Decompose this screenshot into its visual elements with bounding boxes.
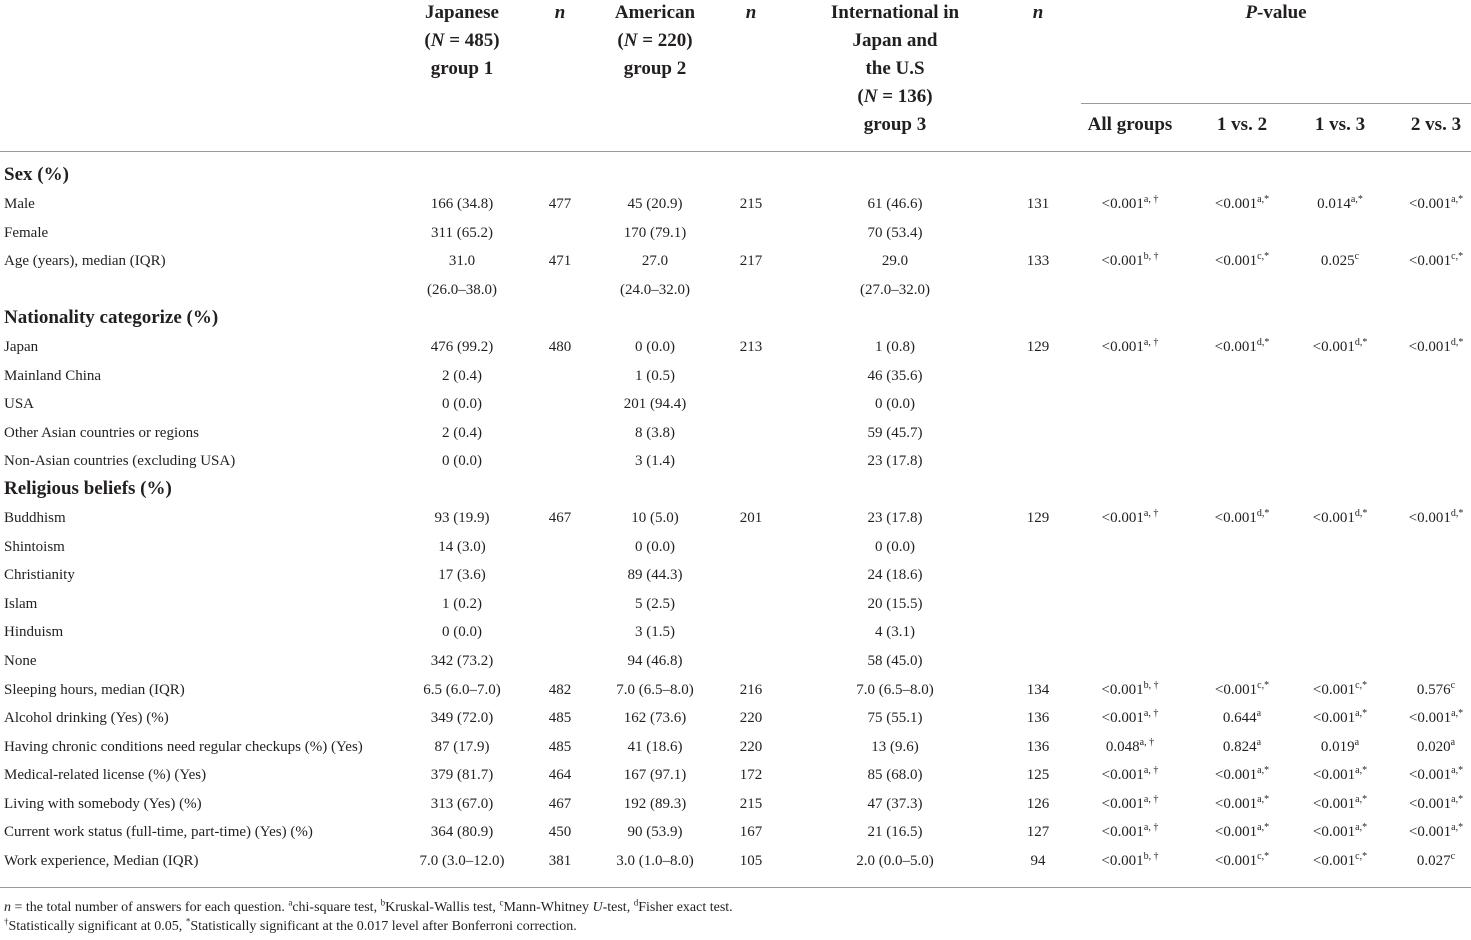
cell-n1: 482 xyxy=(548,682,572,698)
p-2-vs-3 xyxy=(1386,737,1471,757)
cell-g3: 20 (15.5) xyxy=(867,596,923,612)
cell-n3: 125 xyxy=(1026,767,1050,783)
p-superscript: d,* xyxy=(1450,337,1464,348)
cell-g2: 162 (73.6) xyxy=(623,710,687,726)
header-international-line3: the U.S xyxy=(865,58,925,79)
cell-g2: 3 (1.5) xyxy=(635,624,675,640)
cell-g3: 59 (45.7) xyxy=(867,425,923,441)
cell-n2: 215 xyxy=(739,796,763,812)
p-superscript: a,* xyxy=(1257,794,1270,805)
header-international-group: group 3 xyxy=(863,114,927,135)
cell-g2: 5 (2.5) xyxy=(635,596,675,612)
header-n1: n xyxy=(554,2,566,23)
p-all-groups xyxy=(1070,851,1190,871)
p-2-vs-3 xyxy=(1386,851,1471,871)
pvalue-divider xyxy=(1081,103,1471,104)
p-superscript: c,* xyxy=(1355,680,1368,691)
p-superscript: a,* xyxy=(1451,822,1464,833)
row-label: Japan xyxy=(4,339,39,355)
cell-n3: 126 xyxy=(1026,796,1050,812)
cell-g1: 7.0 (3.0–12.0) xyxy=(419,853,505,869)
header-international-line1: International in xyxy=(830,2,960,23)
row-label: Buddhism xyxy=(4,510,66,526)
cell-g1: 6.5 (6.0–7.0) xyxy=(423,682,501,698)
p-value: 0.576 xyxy=(1416,682,1451,698)
row-label: Medical-related license (%) (Yes) xyxy=(4,767,207,783)
cell-g1: 379 (81.7) xyxy=(430,767,494,783)
p-value: <0.001 xyxy=(1101,796,1144,812)
cell-g2: 89 (44.3) xyxy=(627,567,683,583)
footnote-segment: Statistically significant at the 0.017 level after Bonferroni correction. xyxy=(190,919,577,934)
cell-n2: 217 xyxy=(739,253,763,269)
p-value: <0.001 xyxy=(1312,796,1356,812)
cell-n2: 105 xyxy=(739,853,763,869)
cell-g2: 27.0 xyxy=(641,253,669,269)
p-1-vs-2 xyxy=(1192,851,1292,871)
footnote-segment: b xyxy=(380,897,386,908)
p-all-groups xyxy=(1070,822,1190,842)
p-superscript: a, † xyxy=(1139,737,1155,748)
cell-g1: 87 (17.9) xyxy=(434,739,490,755)
p-value: <0.001 xyxy=(1408,710,1452,726)
row-label: None xyxy=(4,653,37,669)
p-2-vs-3 xyxy=(1386,337,1471,357)
p-superscript: a, † xyxy=(1143,194,1159,205)
cell-g3: 1 (0.8) xyxy=(875,339,915,355)
cell-g3: 70 (53.4) xyxy=(867,225,923,241)
cell-n1: 485 xyxy=(548,739,572,755)
cell-g1: 342 (73.2) xyxy=(430,653,494,669)
cell-g1: 14 (3.0) xyxy=(438,539,486,555)
p-superscript: c,* xyxy=(1257,680,1270,691)
row-label: Living with somebody (Yes) (%) xyxy=(4,796,202,812)
header-american-n: (N = 220) xyxy=(617,30,693,51)
p-2-vs-3 xyxy=(1386,765,1471,785)
p-superscript: b, † xyxy=(1143,251,1159,262)
p-superscript: d,* xyxy=(1256,508,1270,519)
header-2-vs-3: 2 vs. 3 xyxy=(1410,114,1462,135)
p-value: <0.001 xyxy=(1312,710,1356,726)
row-label: Work experience, Median (IQR) xyxy=(4,853,199,869)
cell-n3: 136 xyxy=(1026,710,1050,726)
row-label: Current work status (full-time, part-time) (Yes) (%) xyxy=(4,824,313,840)
cell-n2: 215 xyxy=(739,196,763,212)
p-superscript: c xyxy=(1450,851,1456,862)
p-value: <0.001 xyxy=(1408,253,1452,269)
cell-n3: 134 xyxy=(1026,682,1050,698)
p-superscript: a,* xyxy=(1257,822,1270,833)
cell-g3: 21 (16.5) xyxy=(867,824,923,840)
cell-g3: 0 (0.0) xyxy=(875,539,915,555)
p-superscript: a, † xyxy=(1143,337,1159,348)
p-superscript: d,* xyxy=(1354,508,1368,519)
p-all-groups xyxy=(1070,794,1190,814)
cell-g2: 8 (3.8) xyxy=(635,425,675,441)
row-label: Alcohol drinking (Yes) (%) xyxy=(4,710,169,726)
p-value: <0.001 xyxy=(1408,196,1452,212)
cell-n1: 471 xyxy=(548,253,572,269)
p-value: <0.001 xyxy=(1101,196,1144,212)
p-value: <0.001 xyxy=(1101,253,1144,269)
cell-g3: 23 (17.8) xyxy=(867,453,923,469)
p-2-vs-3 xyxy=(1386,708,1471,728)
p-superscript: a,* xyxy=(1451,794,1464,805)
p-value: <0.001 xyxy=(1214,339,1257,355)
footer-rule xyxy=(0,887,1471,888)
footnote-segment: † xyxy=(4,916,9,927)
cell-g1: 311 (65.2) xyxy=(431,225,493,241)
footnote-segment: c xyxy=(499,897,504,908)
p-value: <0.001 xyxy=(1408,767,1452,783)
p-value: <0.001 xyxy=(1101,824,1144,840)
p-all-groups xyxy=(1070,737,1190,757)
p-value: <0.001 xyxy=(1312,682,1356,698)
header-pvalue: P-value xyxy=(1245,2,1307,23)
cell-n3: 129 xyxy=(1026,339,1050,355)
p-1-vs-2 xyxy=(1192,737,1292,757)
p-1-vs-3 xyxy=(1290,822,1390,842)
cell-n2: 213 xyxy=(739,339,763,355)
p-all-groups xyxy=(1070,508,1190,528)
cell-g2: 192 (89.3) xyxy=(623,796,687,812)
p-superscript: a xyxy=(1354,737,1360,748)
footnote-segment: d xyxy=(633,897,639,908)
p-superscript: a xyxy=(1450,737,1456,748)
p-value: 0.644 xyxy=(1222,710,1257,726)
cell-g3: 13 (9.6) xyxy=(871,739,919,755)
p-superscript: a,* xyxy=(1355,708,1368,719)
cell-g1: 476 (99.2) xyxy=(430,339,494,355)
p-1-vs-2 xyxy=(1192,337,1292,357)
header-japanese-name: Japanese xyxy=(425,2,499,23)
row-label: Christianity xyxy=(4,567,75,583)
p-value: <0.001 xyxy=(1312,853,1356,869)
p-value: <0.001 xyxy=(1312,510,1355,526)
cell-g2: 0 (0.0) xyxy=(635,339,675,355)
cell-g3: 24 (18.6) xyxy=(867,567,923,583)
cell-g3: 7.0 (6.5–8.0) xyxy=(856,682,934,698)
header-n2: n xyxy=(745,2,757,23)
p-superscript: c,* xyxy=(1355,851,1368,862)
p-value: 0.027 xyxy=(1416,853,1451,869)
cell-g3: (27.0–32.0) xyxy=(860,282,930,298)
p-1-vs-3 xyxy=(1290,337,1390,357)
p-superscript: a, † xyxy=(1143,508,1159,519)
p-value: 0.019 xyxy=(1320,739,1355,755)
p-superscript: a,* xyxy=(1451,194,1464,205)
p-value: <0.001 xyxy=(1214,853,1258,869)
cell-g1: 166 (34.8) xyxy=(430,196,494,212)
header-1-vs-2: 1 vs. 2 xyxy=(1216,114,1268,135)
section-religion: Religious beliefs (%) xyxy=(4,478,172,499)
cell-n2: 201 xyxy=(739,510,763,526)
cell-g1: 17 (3.6) xyxy=(438,567,486,583)
cell-g2: 41 (18.6) xyxy=(627,739,683,755)
footnote-segment: * xyxy=(185,916,191,927)
cell-n1: 477 xyxy=(548,196,572,212)
cell-g3: 23 (17.8) xyxy=(867,510,923,526)
row-label: Mainland China xyxy=(4,368,102,384)
cell-n3: 94 xyxy=(1030,853,1046,869)
row-label: Non-Asian countries (excluding USA) xyxy=(4,453,236,469)
cell-n1: 381 xyxy=(548,853,572,869)
p-1-vs-2 xyxy=(1192,822,1292,842)
cell-n3: 129 xyxy=(1026,510,1050,526)
cell-n1: 467 xyxy=(548,510,572,526)
p-value: <0.001 xyxy=(1312,339,1355,355)
cell-n3: 133 xyxy=(1026,253,1050,269)
cell-g1: 31.0 xyxy=(448,253,476,269)
p-superscript: c,* xyxy=(1257,851,1270,862)
cell-g3: 58 (45.0) xyxy=(867,653,923,669)
header-rule xyxy=(0,151,1471,152)
p-all-groups xyxy=(1070,765,1190,785)
header-japanese-n: (N = 485) xyxy=(424,30,500,51)
p-value: <0.001 xyxy=(1214,824,1258,840)
p-2-vs-3 xyxy=(1386,680,1471,700)
p-superscript: d,* xyxy=(1450,508,1464,519)
p-superscript: a,* xyxy=(1350,194,1363,205)
cell-n3: 136 xyxy=(1026,739,1050,755)
p-1-vs-2 xyxy=(1192,794,1292,814)
p-1-vs-2 xyxy=(1192,708,1292,728)
p-all-groups xyxy=(1070,194,1190,214)
cell-n1: 480 xyxy=(548,339,572,355)
cell-g1: 93 (19.9) xyxy=(434,510,490,526)
cell-g1: (26.0–38.0) xyxy=(427,282,497,298)
row-label: Age (years), median (IQR) xyxy=(4,253,166,269)
header-n3: n xyxy=(1032,2,1044,23)
cell-g2: 10 (5.0) xyxy=(631,510,679,526)
cell-g1: 0 (0.0) xyxy=(442,453,482,469)
p-superscript: a, † xyxy=(1143,708,1159,719)
p-value: <0.001 xyxy=(1101,339,1144,355)
cell-g3: 46 (35.6) xyxy=(867,368,923,384)
cell-g1: 313 (67.0) xyxy=(430,796,494,812)
p-value: <0.001 xyxy=(1101,510,1144,526)
header-japanese-group: group 1 xyxy=(430,58,494,79)
row-label: Hinduism xyxy=(4,624,64,640)
footnote-line-1 xyxy=(4,898,733,918)
p-superscript: a,* xyxy=(1257,194,1270,205)
p-value: 0.824 xyxy=(1222,739,1257,755)
cell-n2: 220 xyxy=(739,710,763,726)
p-all-groups xyxy=(1070,708,1190,728)
cell-n1: 485 xyxy=(548,710,572,726)
p-2-vs-3 xyxy=(1386,794,1471,814)
p-2-vs-3 xyxy=(1386,194,1471,214)
cell-g2: 0 (0.0) xyxy=(635,539,675,555)
p-1-vs-3 xyxy=(1290,851,1390,871)
p-superscript: b, † xyxy=(1143,680,1159,691)
p-superscript: a, † xyxy=(1143,794,1159,805)
cell-g2: 7.0 (6.5–8.0) xyxy=(616,682,694,698)
footnote-segment: chi-square test, xyxy=(292,900,381,915)
p-superscript: a,* xyxy=(1355,765,1368,776)
p-value: <0.001 xyxy=(1214,767,1258,783)
p-superscript: c xyxy=(1354,251,1360,262)
header-international-n: (N = 136) xyxy=(857,86,933,107)
cell-n2: 172 xyxy=(739,767,763,783)
cell-g1: 0 (0.0) xyxy=(442,624,482,640)
row-label: USA xyxy=(4,396,35,412)
p-1-vs-2 xyxy=(1192,251,1292,271)
p-superscript: a,* xyxy=(1355,822,1368,833)
cell-g2: 90 (53.9) xyxy=(627,824,683,840)
p-all-groups xyxy=(1070,251,1190,271)
p-1-vs-2 xyxy=(1192,680,1292,700)
p-superscript: a,* xyxy=(1355,794,1368,805)
p-value: <0.001 xyxy=(1101,767,1144,783)
p-1-vs-2 xyxy=(1192,194,1292,214)
row-label: Female xyxy=(4,225,49,241)
row-label: Male xyxy=(4,196,35,212)
section-sex: Sex (%) xyxy=(4,164,69,185)
cell-g1: 349 (72.0) xyxy=(430,710,494,726)
cell-g1: 2 (0.4) xyxy=(442,425,482,441)
p-2-vs-3 xyxy=(1386,822,1471,842)
p-superscript: c xyxy=(1450,680,1456,691)
cell-n1: 464 xyxy=(548,767,572,783)
cell-g1: 1 (0.2) xyxy=(442,596,482,612)
footnote-segment: = the total number of answers for each question. xyxy=(11,900,289,915)
p-value: <0.001 xyxy=(1214,796,1258,812)
header-japanese xyxy=(392,0,532,83)
cell-g2: 3 (1.4) xyxy=(635,453,675,469)
p-superscript: a,* xyxy=(1451,708,1464,719)
row-label: Islam xyxy=(4,596,38,612)
p-value: <0.001 xyxy=(1408,796,1452,812)
p-superscript: a, † xyxy=(1143,822,1159,833)
footnote-segment: n xyxy=(4,900,11,915)
row-label: Sleeping hours, median (IQR) xyxy=(4,682,185,698)
p-1-vs-3 xyxy=(1290,794,1390,814)
cell-g1: 2 (0.4) xyxy=(442,368,482,384)
p-value: <0.001 xyxy=(1214,510,1257,526)
p-superscript: a, † xyxy=(1143,765,1159,776)
cell-g2: 3.0 (1.0–8.0) xyxy=(616,853,694,869)
cell-g2: 45 (20.9) xyxy=(627,196,683,212)
cell-g3: 61 (46.6) xyxy=(867,196,923,212)
p-1-vs-3 xyxy=(1290,251,1390,271)
footnote-segment: Fisher exact test. xyxy=(638,900,733,915)
cell-g3: 47 (37.3) xyxy=(867,796,923,812)
p-1-vs-3 xyxy=(1290,194,1390,214)
cell-g3: 75 (55.1) xyxy=(867,710,923,726)
cell-n2: 220 xyxy=(739,739,763,755)
p-superscript: b, † xyxy=(1143,851,1159,862)
cell-n2: 216 xyxy=(739,682,763,698)
cell-g1: 0 (0.0) xyxy=(442,396,482,412)
p-1-vs-2 xyxy=(1192,765,1292,785)
p-value: <0.001 xyxy=(1214,682,1258,698)
section-nationality: Nationality categorize (%) xyxy=(4,307,219,328)
p-1-vs-2 xyxy=(1192,508,1292,528)
footnote-segment: a xyxy=(288,897,293,908)
cell-g2: 167 (97.1) xyxy=(623,767,687,783)
p-superscript: d,* xyxy=(1256,337,1270,348)
p-value: <0.001 xyxy=(1101,682,1144,698)
p-superscript: c,* xyxy=(1257,251,1270,262)
p-value: <0.001 xyxy=(1408,339,1451,355)
cell-n3: 131 xyxy=(1026,196,1050,212)
p-superscript: a,* xyxy=(1451,765,1464,776)
p-value: 0.020 xyxy=(1416,739,1451,755)
p-superscript: d,* xyxy=(1354,337,1368,348)
header-international-line2: Japan and xyxy=(852,30,938,51)
p-1-vs-3 xyxy=(1290,508,1390,528)
cell-g3: 4 (3.1) xyxy=(875,624,915,640)
p-value: 0.048 xyxy=(1105,739,1140,755)
p-1-vs-3 xyxy=(1290,737,1390,757)
header-1-vs-3: 1 vs. 3 xyxy=(1314,114,1366,135)
header-american-name: American xyxy=(614,2,696,23)
cell-g2: 94 (46.8) xyxy=(627,653,683,669)
p-value: <0.001 xyxy=(1408,824,1452,840)
row-label: Other Asian countries or regions xyxy=(4,425,199,441)
cell-n1: 450 xyxy=(548,824,572,840)
p-value: <0.001 xyxy=(1101,853,1144,869)
p-superscript: a xyxy=(1256,708,1262,719)
cell-g2: (24.0–32.0) xyxy=(620,282,690,298)
header-all-groups: All groups xyxy=(1087,114,1173,135)
footnote-line-2 xyxy=(4,917,577,937)
header-american-group: group 2 xyxy=(623,58,687,79)
p-2-vs-3 xyxy=(1386,508,1471,528)
p-1-vs-3 xyxy=(1290,708,1390,728)
cell-g3: 0 (0.0) xyxy=(875,396,915,412)
p-value: 0.025 xyxy=(1320,253,1355,269)
p-superscript: a xyxy=(1256,737,1262,748)
footnote-segment: Mann-Whitney xyxy=(503,900,593,915)
cell-g3: 29.0 xyxy=(881,253,909,269)
p-value: <0.001 xyxy=(1312,767,1356,783)
header-american xyxy=(585,0,725,83)
p-value: <0.001 xyxy=(1408,510,1451,526)
cell-g3: 85 (68.0) xyxy=(867,767,923,783)
p-2-vs-3 xyxy=(1386,251,1471,271)
cell-n2: 167 xyxy=(739,824,763,840)
p-value: <0.001 xyxy=(1312,824,1356,840)
p-all-groups xyxy=(1070,337,1190,357)
p-value: <0.001 xyxy=(1214,196,1258,212)
footnote-segment: Kruskal-Wallis test, xyxy=(385,900,500,915)
cell-g2: 170 (79.1) xyxy=(623,225,687,241)
footnote-segment: -test, xyxy=(602,900,634,915)
row-label: Shintoism xyxy=(4,539,65,555)
footnote-segment: Statistically significant at 0.05, xyxy=(8,919,186,934)
cell-g2: 1 (0.5) xyxy=(635,368,675,384)
cell-g1: 364 (80.9) xyxy=(430,824,494,840)
p-1-vs-3 xyxy=(1290,680,1390,700)
row-label: Having chronic conditions need regular checkups (%) (Yes) xyxy=(4,739,363,755)
cell-n3: 127 xyxy=(1026,824,1050,840)
p-value: <0.001 xyxy=(1101,710,1144,726)
p-value: <0.001 xyxy=(1214,253,1258,269)
p-superscript: a,* xyxy=(1257,765,1270,776)
p-value: 0.014 xyxy=(1317,196,1351,212)
p-1-vs-3 xyxy=(1290,765,1390,785)
footnote-segment: U xyxy=(592,900,603,915)
cell-g3: 2.0 (0.0–5.0) xyxy=(856,853,934,869)
p-all-groups xyxy=(1070,680,1190,700)
cell-n1: 467 xyxy=(548,796,572,812)
header-international xyxy=(810,0,980,139)
cell-g2: 201 (94.4) xyxy=(623,396,687,412)
p-superscript: c,* xyxy=(1451,251,1464,262)
